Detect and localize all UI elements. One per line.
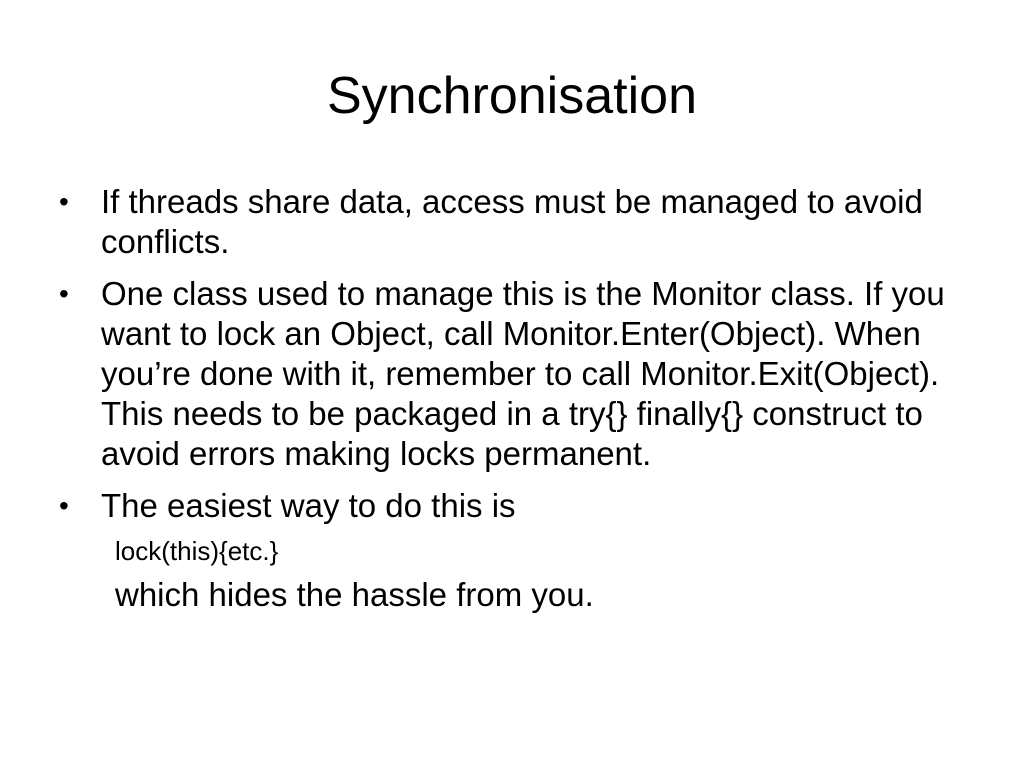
bullet-text: If threads share data, access must be managed to avoid conflicts.: [101, 183, 923, 260]
slide-body: [56, 182, 976, 616]
bullet-text: One class used to manage this is the Monitor class. If you want to lock an Object, call Monitor.Enter(Object). When you’re done with it, remember to call Monitor.Exit(Object). This needs to be packaged in a try{} finally{} construct to avoid errors making locks permanent.: [101, 275, 945, 472]
closing-line: which hides the hassle from you.: [115, 576, 594, 613]
bullet-icon: •: [59, 490, 69, 521]
bullet-item: [56, 486, 976, 526]
bullet-icon: •: [59, 186, 69, 217]
bullet-item: [56, 274, 976, 474]
code-line: lock(this){etc.}: [115, 536, 279, 566]
bullet-icon: •: [59, 278, 69, 309]
bullet-item: [56, 182, 976, 262]
bullet-text: The easiest way to do this is: [101, 487, 516, 524]
slide-title: Synchronisation: [327, 67, 697, 125]
